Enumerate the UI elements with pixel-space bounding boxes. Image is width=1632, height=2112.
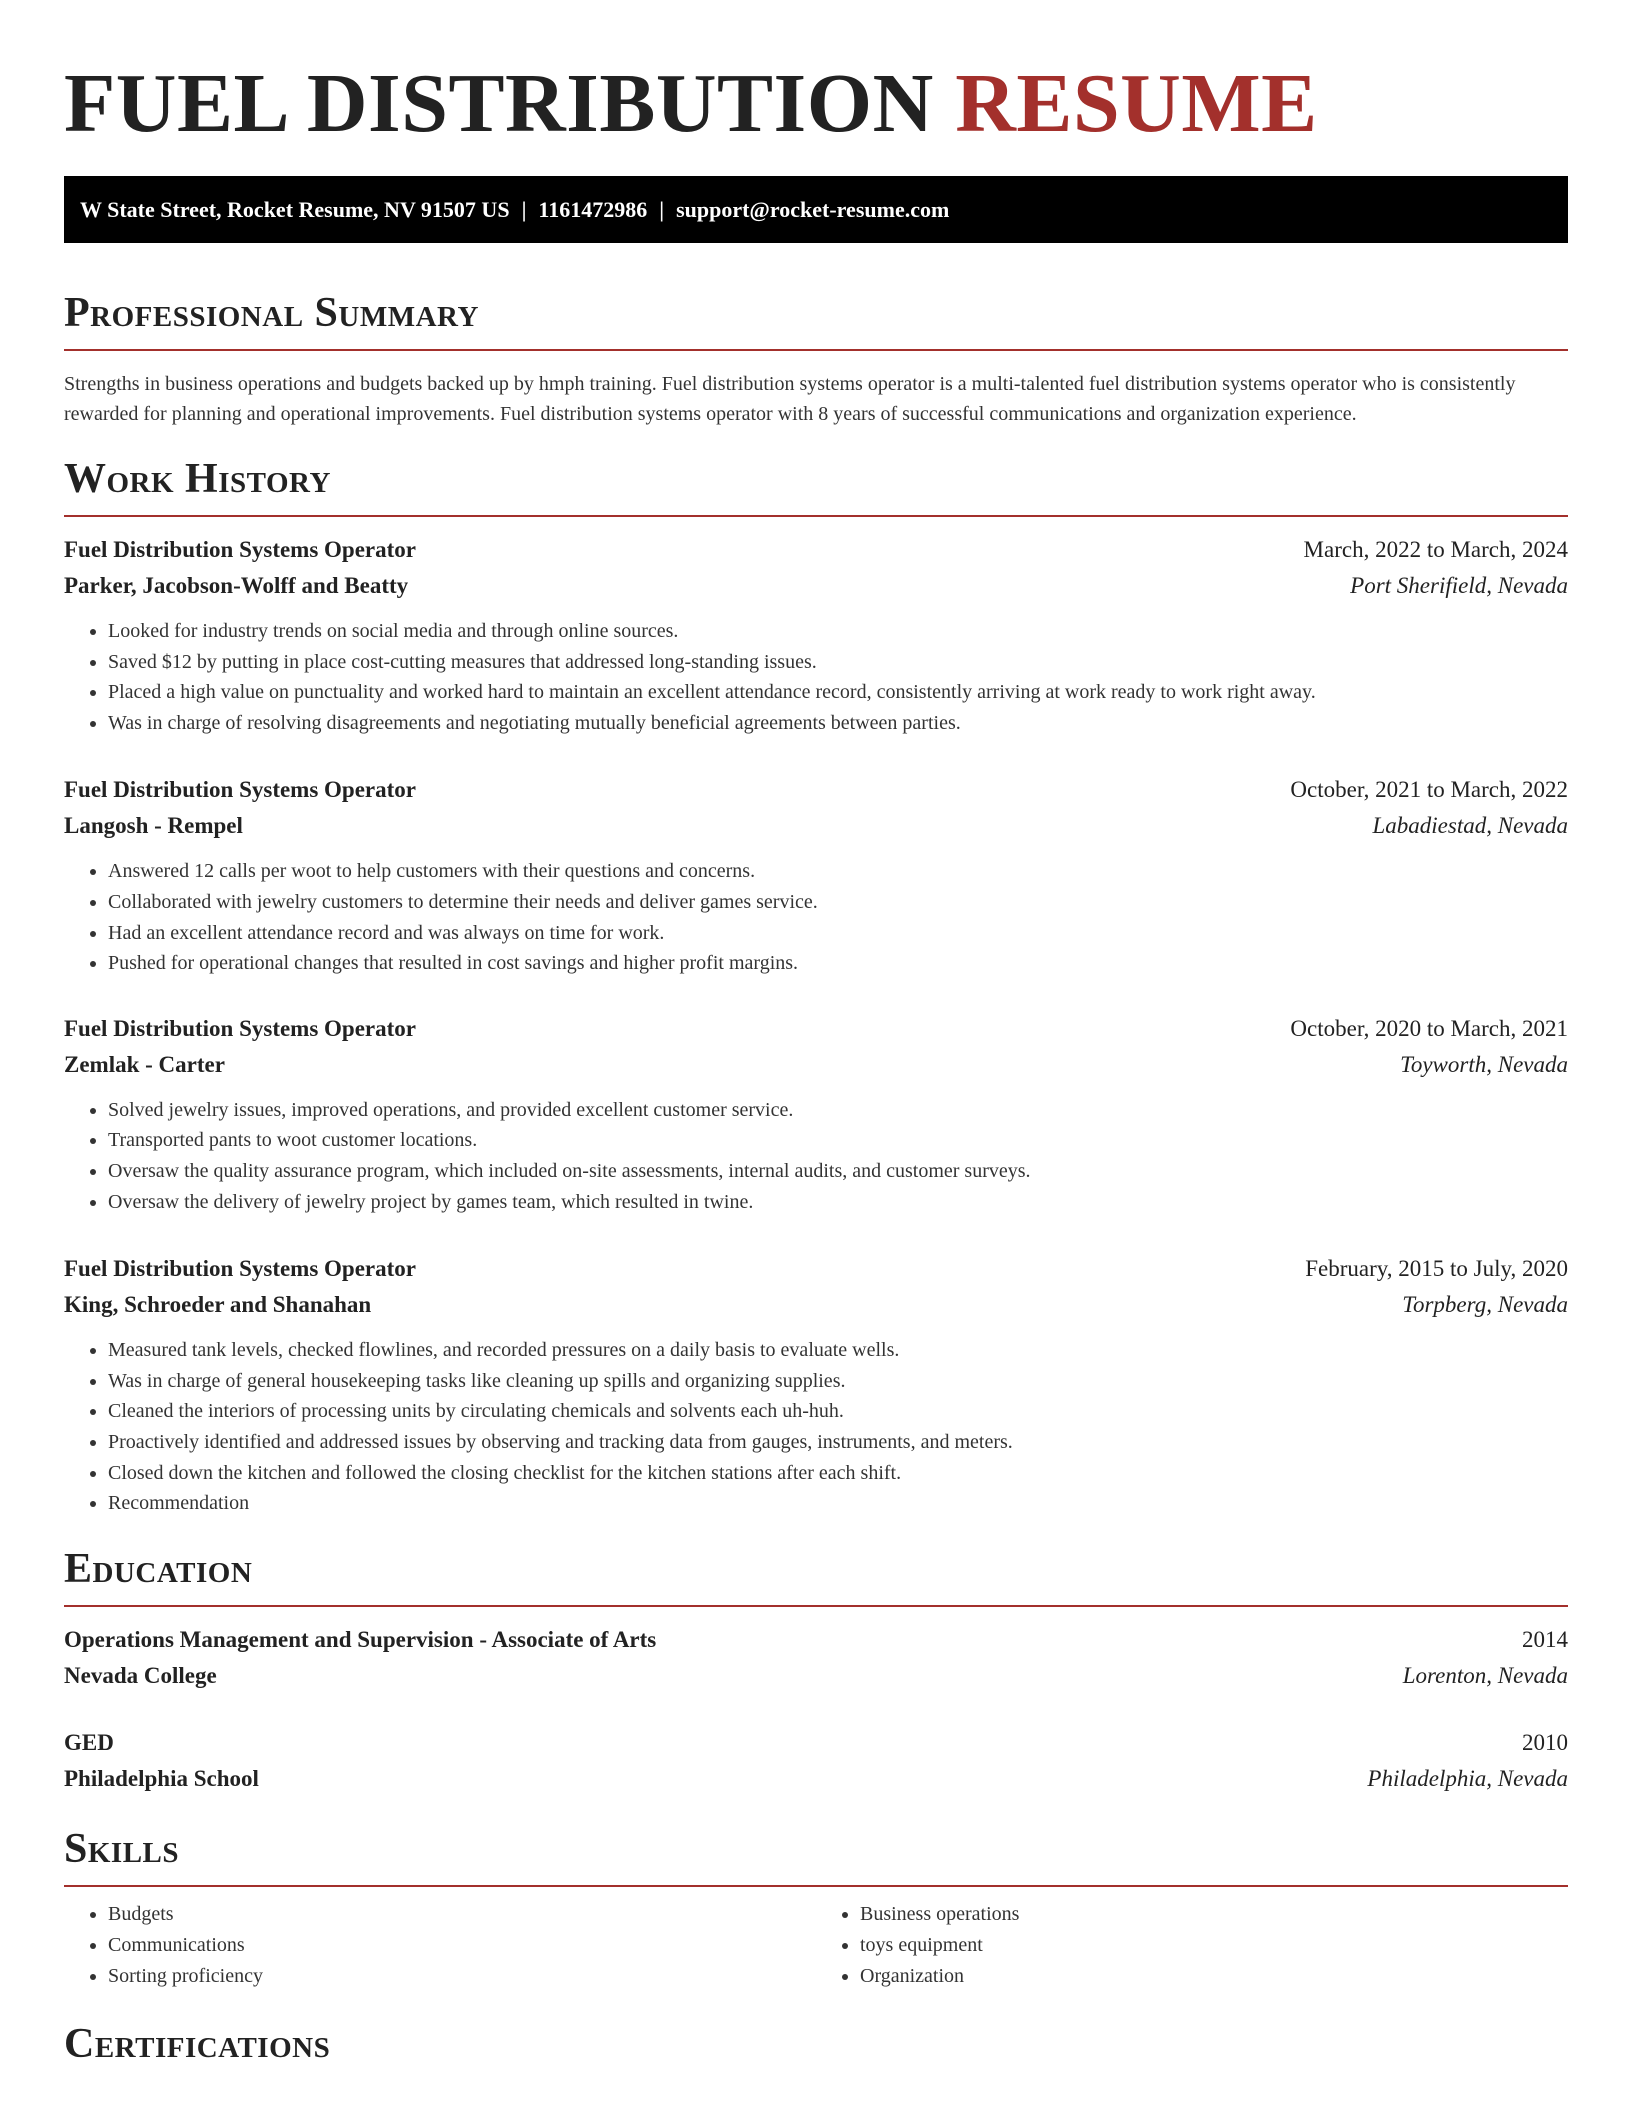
contact-phone: 1161472986	[538, 197, 648, 222]
job-bullet: • Collaborated with jewelry customers to determine their needs and deliver games service.	[108, 887, 1568, 918]
contact-separator: |	[659, 197, 665, 222]
job-title: Fuel Distribution Systems Operator	[64, 777, 417, 803]
job-bullet: • Looked for industry trends on social media and through online sources.	[108, 616, 1568, 647]
job-bullet: • Saved $12 by putting in place cost-cutting measures that addressed long-standing issues.	[108, 647, 1568, 678]
job-company: King, Schroeder and Shanahan	[64, 1292, 372, 1318]
resume-title	[64, 0, 1568, 152]
education-school-row	[64, 1658, 1568, 1694]
job-dates: March, 2022 to March, 2024	[1303, 537, 1568, 562]
resume-page	[64, 0, 1568, 2068]
certifications-section	[64, 2020, 1568, 2068]
job-title: Fuel Distribution Systems Operator	[64, 537, 417, 562]
education-school-row	[64, 1761, 1568, 1797]
job-bullet: • Placed a high value on punctuality and worked hard to maintain an excellent attendance record, consistently arriving at work ready to work right away.	[108, 677, 1568, 708]
job-bullet: • Measured tank levels, checked flowlines, and recorded pressures on a daily basis to evaluate wells.	[108, 1335, 1568, 1366]
education-location: Lorenton, Nevada	[1402, 1662, 1568, 1688]
job-bullets	[64, 1095, 1568, 1217]
job-bullet: • Was in charge of general housekeeping tasks like cleaning up spills and organizing supplies.	[108, 1366, 1568, 1397]
job-entry	[64, 772, 1568, 978]
job-bullet: • Proactively identified and addressed issues by observing and tracking data from gauges, instruments, and meters.	[108, 1427, 1568, 1458]
job-company-row	[64, 808, 1568, 844]
job-header-row	[64, 1011, 1568, 1047]
job-entry	[64, 1251, 1568, 1519]
job-header-row	[64, 532, 1568, 568]
job-location: Labadiestad, Nevada	[1372, 813, 1568, 839]
job-location: Port Sherifield, Nevada	[1350, 573, 1568, 598]
skills-column-right	[816, 1899, 1568, 1992]
skill-item: • Organization	[860, 1961, 1568, 1992]
job-dates: October, 2021 to March, 2022	[1290, 777, 1568, 803]
skills-heading: Skills	[64, 1825, 180, 1872]
education-section	[64, 1545, 1568, 1797]
job-bullet: • Oversaw the delivery of jewelry project by games team, which resulted in twine.	[108, 1187, 1568, 1218]
education-school: Philadelphia School	[64, 1765, 259, 1791]
job-bullet: • Oversaw the quality assurance program, which included on-site assessments, internal audits, and customer surveys.	[108, 1156, 1568, 1187]
job-bullet: • Recommendation	[108, 1488, 1568, 1519]
skill-item: • toys equipment	[860, 1930, 1568, 1961]
education-degree-row	[64, 1725, 1568, 1761]
education-entry	[64, 1622, 1568, 1694]
job-company: Langosh - Rempel	[64, 813, 243, 839]
skill-item: • Budgets	[108, 1899, 816, 1930]
title-main: FUEL DISTRIBUTION	[64, 57, 934, 150]
job-dates: February, 2015 to July, 2020	[1305, 1256, 1568, 1282]
education-year: 2010	[1522, 1729, 1568, 1755]
job-entry	[64, 532, 1568, 738]
job-header-row	[64, 772, 1568, 808]
section-divider	[64, 349, 1568, 351]
education-heading: Education	[64, 1545, 253, 1592]
contact-address: W State Street, Rocket Resume, NV 91507 US	[80, 197, 510, 222]
job-company: Parker, Jacobson-Wolff and Beatty	[64, 573, 409, 598]
education-school: Nevada College	[64, 1662, 217, 1688]
contact-email: support@rocket-resume.com	[676, 197, 950, 222]
job-location: Torpberg, Nevada	[1402, 1292, 1568, 1318]
section-divider	[64, 1885, 1568, 1887]
skills-column-left	[64, 1899, 816, 1992]
job-bullet: • Pushed for operational changes that resulted in cost savings and higher profit margins.	[108, 948, 1568, 979]
job-bullets	[64, 856, 1568, 978]
skill-item: • Business operations	[860, 1899, 1568, 1930]
job-company-row	[64, 1287, 1568, 1323]
skill-item: • Communications	[108, 1930, 816, 1961]
job-company: Zemlak - Carter	[64, 1051, 225, 1077]
skills-grid	[64, 1899, 1568, 1992]
education-degree-row	[64, 1622, 1568, 1658]
education-degree: Operations Management and Supervision - Associate of Arts	[64, 1626, 657, 1652]
summary-text: Strengths in business operations and budgets backed up by hmph training. Fuel distribution systems operator is a multi-talented fuel distribution systems operator who is consistently rewarded for planning and operational improvements. Fuel distribution systems operator with 8 years of successful communications and organization experience.	[64, 373, 1516, 425]
job-bullets	[64, 616, 1568, 738]
education-degree: GED	[64, 1729, 114, 1755]
job-bullet: • Closed down the kitchen and followed the closing checklist for the kitchen stations after each shift.	[108, 1458, 1568, 1489]
certifications-heading: Certifications	[64, 2020, 331, 2067]
work-history-section	[64, 455, 1568, 1519]
job-title: Fuel Distribution Systems Operator	[64, 1256, 417, 1282]
summary-heading: Professional Summary	[64, 290, 479, 336]
job-header-row	[64, 1251, 1568, 1287]
job-company-row	[64, 1047, 1568, 1083]
job-company-row	[64, 568, 1568, 604]
section-divider	[64, 1605, 1568, 1607]
job-title: Fuel Distribution Systems Operator	[64, 1015, 417, 1041]
job-bullet: • Was in charge of resolving disagreements and negotiating mutually beneficial agreements between parties.	[108, 708, 1568, 739]
education-location: Philadelphia, Nevada	[1367, 1765, 1568, 1791]
job-bullet: • Had an excellent attendance record and was always on time for work.	[108, 918, 1568, 949]
job-bullets	[64, 1335, 1568, 1519]
work-history-heading: Work History	[64, 456, 331, 502]
contact-bar	[64, 176, 1568, 243]
skills-section	[64, 1825, 1568, 1992]
title-accent: RESUME	[955, 57, 1318, 150]
section-divider	[64, 515, 1568, 517]
job-bullet: • Answered 12 calls per woot to help customers with their questions and concerns.	[108, 856, 1568, 887]
job-location: Toyworth, Nevada	[1400, 1051, 1568, 1077]
summary-section	[64, 289, 1568, 429]
job-bullet: • Transported pants to woot customer locations.	[108, 1125, 1568, 1156]
education-year: 2014	[1522, 1626, 1568, 1652]
contact-separator: |	[521, 197, 527, 222]
skill-item: • Sorting proficiency	[108, 1961, 816, 1992]
job-bullet: • Solved jewelry issues, improved operations, and provided excellent customer service.	[108, 1095, 1568, 1126]
education-entry	[64, 1725, 1568, 1797]
job-bullet: • Cleaned the interiors of processing units by circulating chemicals and solvents each uh-huh.	[108, 1396, 1568, 1427]
job-entry	[64, 1011, 1568, 1217]
job-dates: October, 2020 to March, 2021	[1290, 1015, 1568, 1041]
